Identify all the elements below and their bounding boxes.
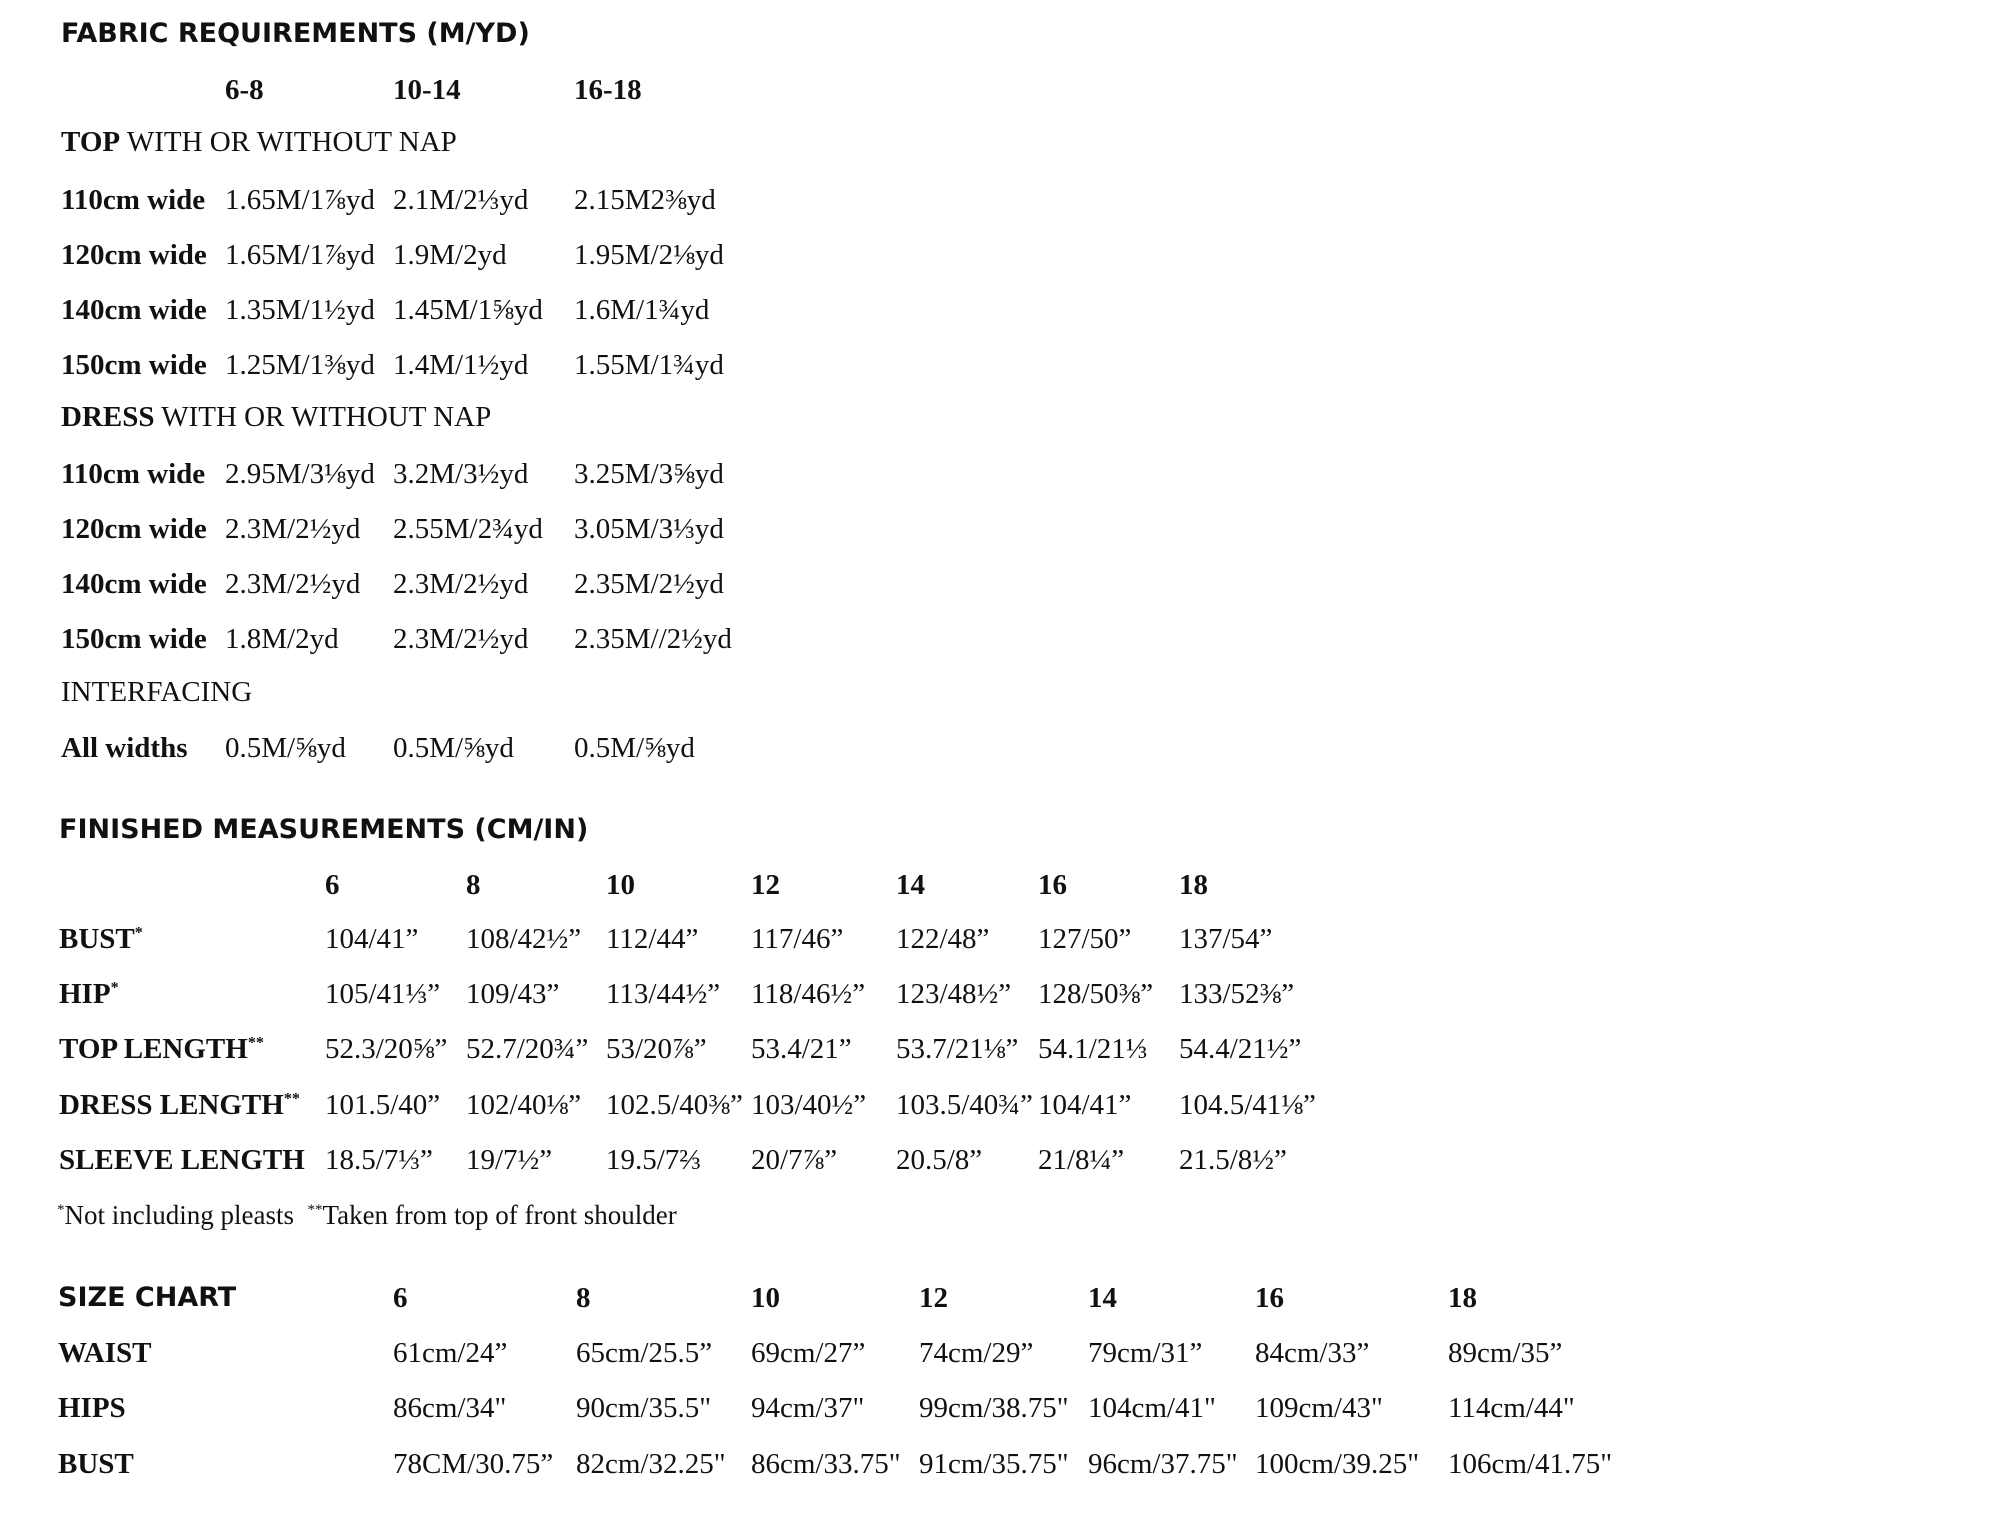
row-label: 110cm wide xyxy=(61,458,206,490)
table-cell: 82cm/32.25" xyxy=(576,1448,726,1480)
row-label: 110cm wide xyxy=(61,184,206,216)
table-cell: 1.65M/1⅞yd xyxy=(225,239,375,271)
fabric-header: 10-14 xyxy=(393,74,461,106)
table-cell: 69cm/27” xyxy=(751,1337,866,1369)
table-cell: 103.5/40¾” xyxy=(896,1089,1033,1121)
table-cell: 102/40⅛” xyxy=(466,1089,582,1121)
table-cell: 102.5/40⅜” xyxy=(606,1089,743,1121)
table-cell: 21.5/8½” xyxy=(1179,1144,1287,1176)
table-cell: 127/50” xyxy=(1038,923,1132,955)
table-cell: 101.5/40” xyxy=(325,1089,441,1121)
table-cell: 19/7½” xyxy=(466,1144,553,1176)
table-cell: 65cm/25.5” xyxy=(576,1337,713,1369)
table-cell: 1.25M/1⅜yd xyxy=(225,349,375,381)
table-cell: 53/20⅞” xyxy=(606,1033,707,1065)
table-cell: 104cm/41" xyxy=(1088,1392,1216,1424)
table-cell: 3.25M/3⅝yd xyxy=(574,458,724,490)
size-header: 10 xyxy=(751,1282,780,1314)
size-header: 8 xyxy=(576,1282,591,1314)
table-cell: 86cm/33.75" xyxy=(751,1448,901,1480)
row-label: 150cm wide xyxy=(61,623,207,655)
table-cell: 20/7⅞” xyxy=(751,1144,838,1176)
table-cell: 21/8¼” xyxy=(1038,1144,1125,1176)
table-cell: 96cm/37.75" xyxy=(1088,1448,1238,1480)
section-title-dress: DRESS WITH OR WITHOUT NAP xyxy=(61,401,492,433)
finished-header: 18 xyxy=(1179,869,1208,901)
table-cell: 52.7/20¾” xyxy=(466,1033,589,1065)
row-label: 120cm wide xyxy=(61,239,207,271)
section-title-top: TOP WITH OR WITHOUT NAP xyxy=(61,126,457,158)
section-title-interfacing: INTERFACING xyxy=(61,676,253,708)
size-header: 12 xyxy=(919,1282,948,1314)
table-cell: 0.5M/⅝yd xyxy=(393,732,514,764)
table-cell: 117/46” xyxy=(751,923,844,955)
table-cell: 2.3M/2½yd xyxy=(393,568,529,600)
table-cell: 53.7/21⅛” xyxy=(896,1033,1019,1065)
table-cell: 2.35M//2½yd xyxy=(574,623,732,655)
row-label: SLEEVE LENGTH xyxy=(59,1144,305,1176)
table-cell: 61cm/24” xyxy=(393,1337,508,1369)
table-cell: 104.5/41⅛” xyxy=(1179,1089,1316,1121)
table-cell: 1.55M/1¾yd xyxy=(574,349,724,381)
size-chart-title: SIZE CHART xyxy=(58,1282,237,1313)
table-cell: 105/41⅓” xyxy=(325,978,441,1010)
row-label: DRESS LENGTH** xyxy=(59,1089,300,1121)
table-cell: 2.3M/2½yd xyxy=(393,623,529,655)
finished-measurements-title: FINISHED MEASUREMENTS (CM/IN) xyxy=(59,814,589,845)
table-cell: 114cm/44" xyxy=(1448,1392,1575,1424)
table-cell: 1.65M/1⅞yd xyxy=(225,184,375,216)
table-cell: 118/46½” xyxy=(751,978,866,1010)
table-cell: 1.8M/2yd xyxy=(225,623,339,655)
size-header: 6 xyxy=(393,1282,408,1314)
table-cell: 106cm/41.75" xyxy=(1448,1448,1613,1480)
row-label: BUST xyxy=(58,1448,134,1480)
size-header: 16 xyxy=(1255,1282,1284,1314)
table-cell: 91cm/35.75" xyxy=(919,1448,1069,1480)
row-label: 120cm wide xyxy=(61,513,207,545)
table-cell: 109/43” xyxy=(466,978,560,1010)
footnote: *Not including pleasts **Taken from top of front shoulder xyxy=(57,1200,677,1230)
table-cell: 94cm/37" xyxy=(751,1392,865,1424)
table-cell: 109cm/43" xyxy=(1255,1392,1383,1424)
table-cell: 2.55M/2¾yd xyxy=(393,513,543,545)
table-cell: 53.4/21” xyxy=(751,1033,852,1065)
table-cell: 104/41” xyxy=(1038,1089,1132,1121)
table-cell: 84cm/33” xyxy=(1255,1337,1370,1369)
row-label: 140cm wide xyxy=(61,568,207,600)
row-label: WAIST xyxy=(58,1337,152,1369)
table-cell: 99cm/38.75" xyxy=(919,1392,1069,1424)
row-label: HIPS xyxy=(58,1392,126,1424)
table-cell: 3.05M/3⅓yd xyxy=(574,513,724,545)
row-label: BUST* xyxy=(59,923,143,955)
table-cell: 1.95M/2⅛yd xyxy=(574,239,724,271)
table-cell: 52.3/20⅝” xyxy=(325,1033,448,1065)
table-cell: 54.1/21⅓ xyxy=(1038,1033,1148,1065)
table-cell: 103/40½” xyxy=(751,1089,867,1121)
table-cell: 2.1M/2⅓yd xyxy=(393,184,529,216)
fabric-requirements-title: FABRIC REQUIREMENTS (M/YD) xyxy=(61,18,530,49)
row-label: 140cm wide xyxy=(61,294,207,326)
finished-header: 8 xyxy=(466,869,481,901)
table-cell: 128/50⅜” xyxy=(1038,978,1154,1010)
table-cell: 123/48½” xyxy=(896,978,1012,1010)
table-cell: 2.15M2⅜yd xyxy=(574,184,716,216)
table-cell: 20.5/8” xyxy=(896,1144,983,1176)
fabric-header: 6-8 xyxy=(225,74,264,106)
row-label: HIP* xyxy=(59,978,119,1010)
table-cell: 122/48” xyxy=(896,923,990,955)
table-cell: 18.5/7⅓” xyxy=(325,1144,433,1176)
table-cell: 78CM/30.75” xyxy=(393,1448,554,1480)
finished-header: 6 xyxy=(325,869,340,901)
table-cell: 112/44” xyxy=(606,923,699,955)
table-cell: 3.2M/3½yd xyxy=(393,458,529,490)
table-cell: 113/44½” xyxy=(606,978,721,1010)
table-cell: 2.35M/2½yd xyxy=(574,568,724,600)
table-cell: 74cm/29” xyxy=(919,1337,1034,1369)
table-cell: 108/42½” xyxy=(466,923,582,955)
table-cell: 1.4M/1½yd xyxy=(393,349,529,381)
table-cell: 2.3M/2½yd xyxy=(225,513,361,545)
fabric-header: 16-18 xyxy=(574,74,642,106)
table-cell: 0.5M/⅝yd xyxy=(574,732,695,764)
table-cell: 19.5/7⅔ xyxy=(606,1144,702,1176)
row-label: All widths xyxy=(61,732,188,764)
table-cell: 2.3M/2½yd xyxy=(225,568,361,600)
table-cell: 0.5M/⅝yd xyxy=(225,732,346,764)
table-cell: 1.9M/2yd xyxy=(393,239,507,271)
table-cell: 86cm/34" xyxy=(393,1392,507,1424)
table-cell: 89cm/35” xyxy=(1448,1337,1563,1369)
finished-header: 10 xyxy=(606,869,635,901)
table-cell: 79cm/31” xyxy=(1088,1337,1203,1369)
table-cell: 133/52⅜” xyxy=(1179,978,1295,1010)
table-cell: 100cm/39.25" xyxy=(1255,1448,1420,1480)
table-cell: 2.95M/3⅛yd xyxy=(225,458,375,490)
table-cell: 137/54” xyxy=(1179,923,1273,955)
row-label: 150cm wide xyxy=(61,349,207,381)
table-cell: 1.6M/1¾yd xyxy=(574,294,710,326)
finished-header: 14 xyxy=(896,869,925,901)
row-label: TOP LENGTH** xyxy=(59,1033,264,1065)
table-cell: 1.45M/1⅝yd xyxy=(393,294,543,326)
table-cell: 1.35M/1½yd xyxy=(225,294,375,326)
size-header: 18 xyxy=(1448,1282,1477,1314)
table-cell: 54.4/21½” xyxy=(1179,1033,1302,1065)
finished-header: 12 xyxy=(751,869,780,901)
finished-header: 16 xyxy=(1038,869,1067,901)
table-cell: 104/41” xyxy=(325,923,419,955)
table-cell: 90cm/35.5" xyxy=(576,1392,712,1424)
size-header: 14 xyxy=(1088,1282,1117,1314)
